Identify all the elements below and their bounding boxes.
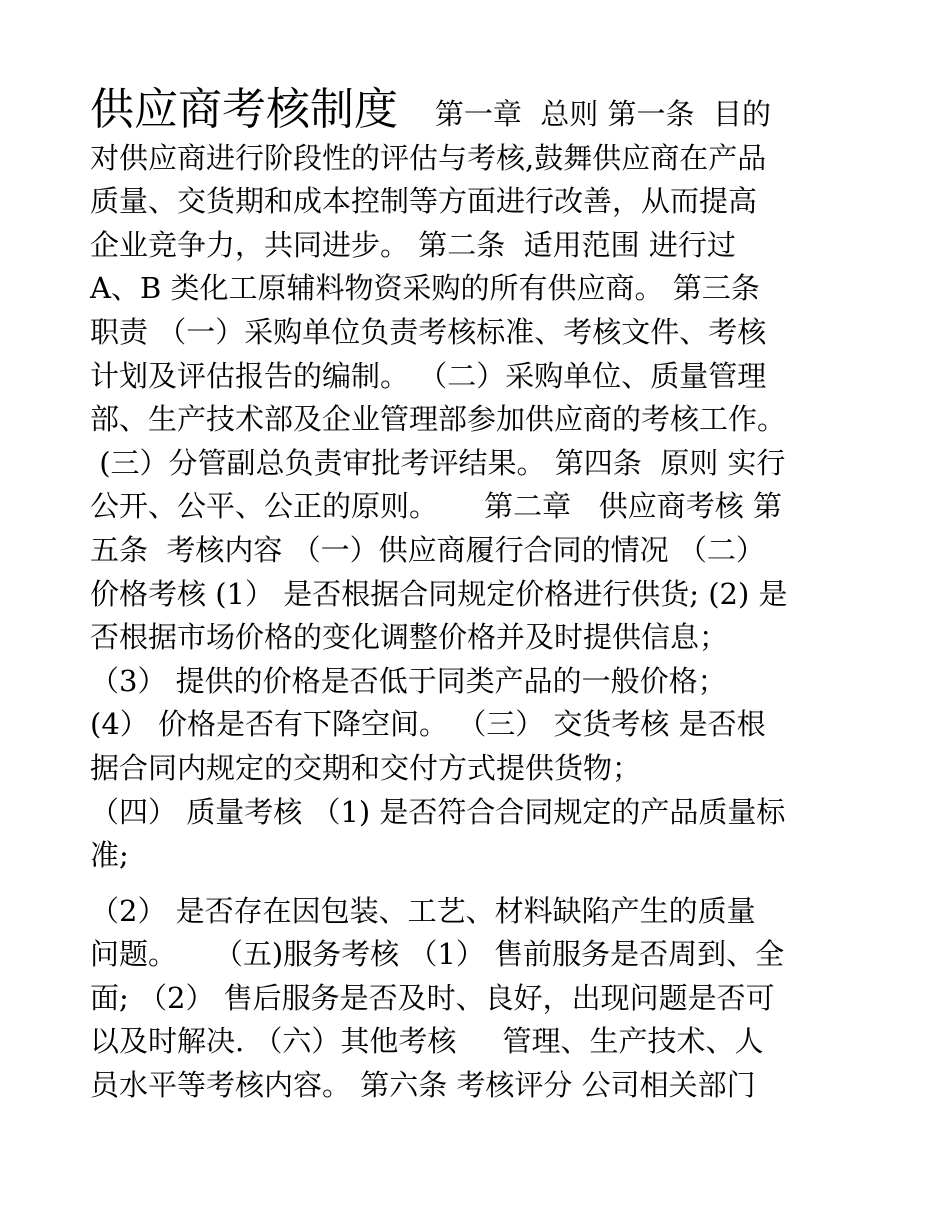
text-line: 问题。 （五)服务考核 （1） 售前服务是否周到、全 bbox=[90, 937, 785, 972]
text-line: 据合同内规定的交期和交付方式提供货物； bbox=[90, 750, 642, 785]
document-paragraph-1 bbox=[90, 84, 870, 878]
text-line: （3） 提供的价格是否低于同类产品的一般价格； bbox=[90, 663, 727, 698]
text-line: (三）分管副总负责审批考评结果。 第四条 原则 实行 bbox=[90, 445, 786, 480]
text-line: 对供应商进行阶段性的评估与考核,鼓舞供应商在产品 bbox=[90, 140, 767, 175]
text-line: 五条 考核内容 （一）供应商履行合同的情况 （二） bbox=[90, 532, 765, 567]
text-line: A、B 类化工原辅料物资采购的所有供应商。 第三条 bbox=[90, 271, 760, 306]
text-line: 企业竞争力，共同进步。 第二条 适用范围 进行过 bbox=[90, 227, 736, 262]
text-line: （2） 是否存在因包装、工艺、材料缺陷产生的质量 bbox=[90, 893, 756, 928]
first-line bbox=[90, 84, 870, 137]
document-paragraph-2 bbox=[90, 890, 870, 1108]
text-line: 面; （2） 售后服务是否及时、良好，出现问题是否可 bbox=[90, 980, 775, 1015]
text-line: 否根据市场价格的变化调整价格并及时提供信息； bbox=[90, 620, 729, 655]
text-line: 计划及评估报告的编制。 （二）采购单位、质量管理 bbox=[90, 358, 767, 393]
text-line: 部、生产技术部及企业管理部参加供应商的考核工作。 bbox=[90, 402, 787, 437]
text-line: 价格考核 (1） 是否根据合同规定价格进行供货; (2) 是 bbox=[90, 576, 788, 611]
text-line: 质量、交货期和成本控制等方面进行改善，从而提高 bbox=[90, 184, 758, 219]
text-line: （四） 质量考核 （1) 是否符合合同规定的产品质量标 bbox=[90, 794, 786, 829]
text-line: (4） 价格是否有下降空间。 （三） 交货考核 是否根 bbox=[90, 707, 766, 742]
text-line: 准; bbox=[90, 838, 129, 873]
text-line: 员水平等考核内容。 第六条 考核评分 公司相关部门 bbox=[90, 1068, 756, 1103]
text-line: 公开、公平、公正的原则。 第二章 供应商考核 第 bbox=[90, 489, 782, 524]
text-line: 第一章 总则 第一条 目的 bbox=[434, 97, 771, 131]
text-line: 以及时解决. （六）其他考核 管理、生产技术、人 bbox=[90, 1024, 764, 1059]
document-page bbox=[90, 84, 870, 1108]
document-title: 供应商考核制度 bbox=[90, 84, 398, 135]
text-line: 职责 （一）采购单位负责考核标准、考核文件、考核 bbox=[90, 314, 767, 349]
